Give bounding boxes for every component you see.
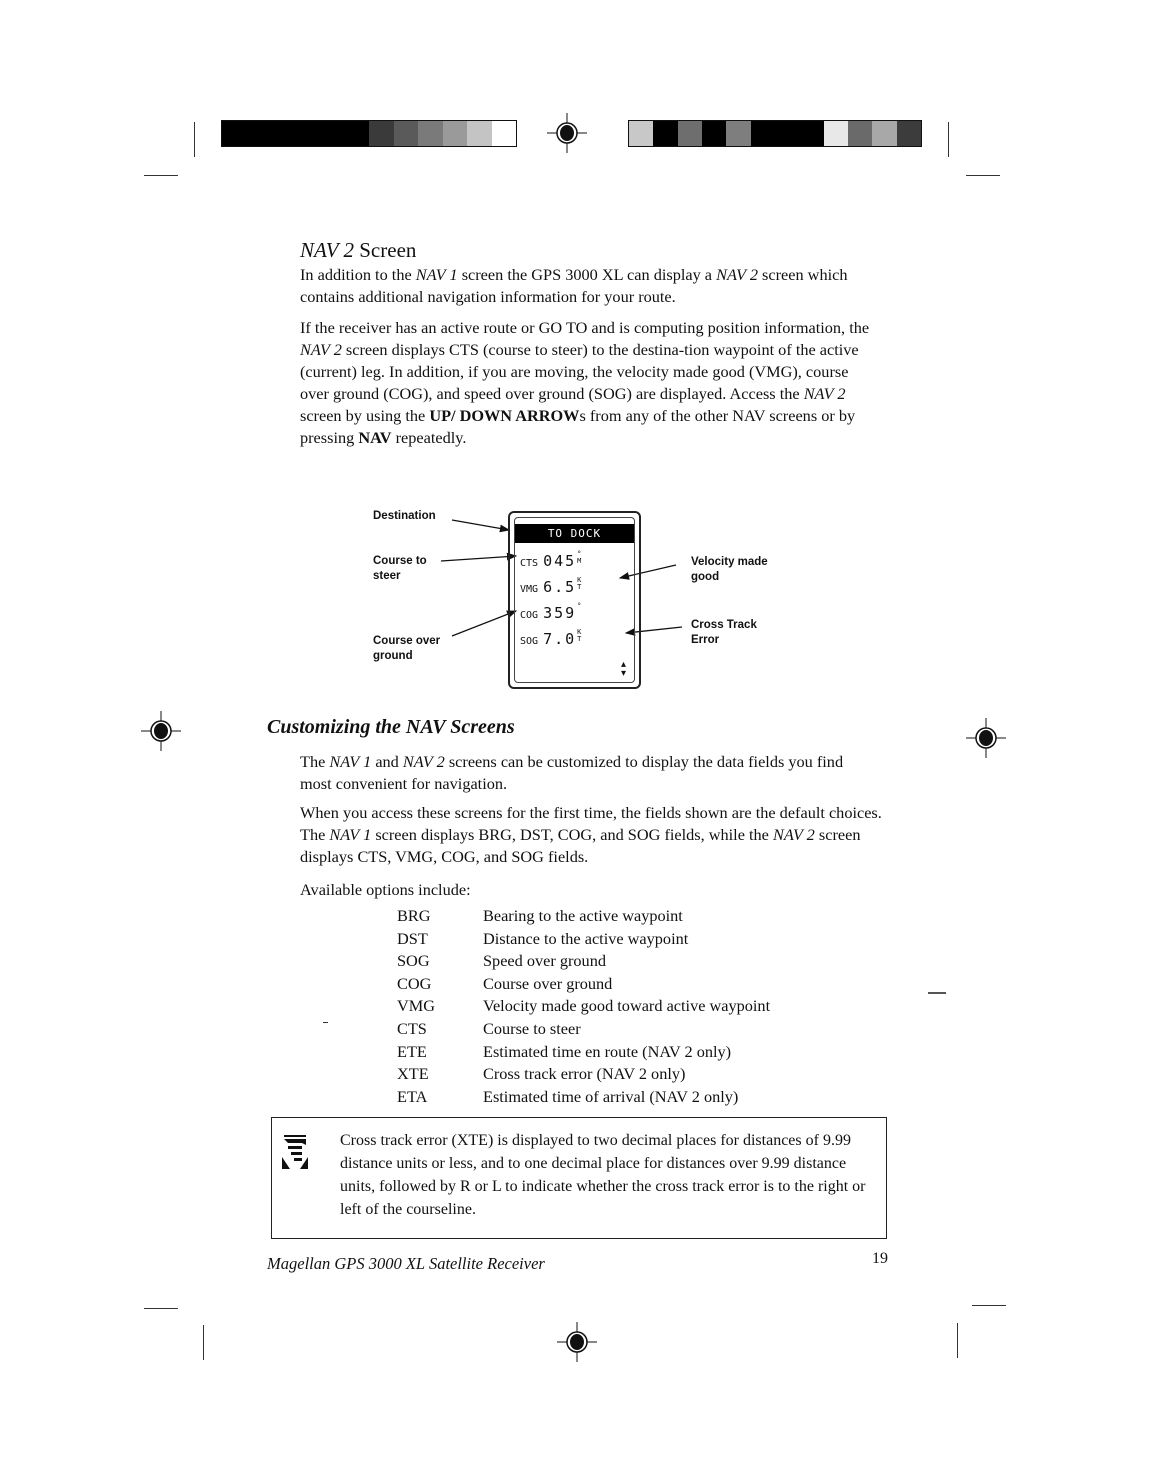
label-course-to-steer: Course to steer <box>373 555 427 582</box>
text-run: NAV 1 <box>329 752 372 771</box>
text-run: NAV 2 <box>300 340 342 359</box>
option-code: COG <box>397 973 432 993</box>
registration-mark-icon <box>966 718 1006 758</box>
screen-field-vmg: VMG 6.5K T <box>520 576 582 596</box>
text-run: NAV 2 <box>803 384 846 403</box>
note-text: Cross track error (XTE) is displayed to two decimal places for distances of 9.99 distance units or less, and to one decimal place for distances over 9.99 distance units, followed by R or L to indicate whether the cross track error is to the right or left of the courseline. <box>340 1132 866 1218</box>
screen-field-cts: CTS 045° M <box>520 550 582 570</box>
option-code: DST <box>397 928 428 948</box>
text-run: NAV 1 <box>329 825 372 844</box>
option-code: BRG <box>397 906 431 925</box>
label-destination: Destination <box>373 510 436 522</box>
screen-inner-frame <box>514 517 635 683</box>
text-run: screen displays BRG, DST, COG, and SOG fields, while the <box>371 825 773 844</box>
text-run: NAV 1 <box>415 265 458 284</box>
text-run: screen the GPS 3000 XL can display a <box>457 265 717 284</box>
text-run: The <box>300 752 330 771</box>
option-code: XTE <box>397 1064 429 1084</box>
option-code: ETE <box>397 1041 427 1061</box>
text-run: screen by using the <box>300 406 430 425</box>
text-run: In addition to the <box>300 265 416 284</box>
text-run: screen which contains additional navigation information for your route. <box>300 265 848 306</box>
option-description: Speed over ground <box>483 951 606 971</box>
scan-speck <box>323 1022 328 1023</box>
crop-mark <box>972 1305 1006 1306</box>
note-icon <box>282 1135 308 1169</box>
screen-field-cog: COG 359° <box>520 602 582 622</box>
destination-title: TO DOCK <box>515 524 634 543</box>
text-run: repeatedly. <box>391 428 467 447</box>
label-course-over-ground: Course over ground <box>373 635 441 662</box>
text-run: NAV 2 <box>772 825 815 844</box>
text-run: If the receiver has an active route or GO TO and is computing position information, the <box>300 318 870 337</box>
option-code: SOG <box>397 951 430 971</box>
screen-field-sog: SOG 7.0K T <box>520 628 582 648</box>
page-number: 19 <box>872 1250 888 1267</box>
scan-speck <box>928 992 946 994</box>
text-run: NAV <box>358 428 392 447</box>
crop-mark <box>957 1323 958 1358</box>
section-heading-customizing: Customizing the NAV Screens <box>267 716 515 738</box>
crop-mark <box>144 1308 178 1309</box>
text-run: screen displays CTS (course to steer) to the destina-tion waypoint of the active (current) leg. In addition, if you are moving, the velocity made good (VMG), course over ground (COG), and speed over ground (SOG) are displayed. Access the <box>300 340 859 403</box>
text-run: and <box>371 752 403 771</box>
text-run: UP/ DOWN ARROW <box>429 406 580 425</box>
note-box <box>271 1117 887 1239</box>
text-run: NAV 2 <box>716 265 758 284</box>
option-description: Estimated time of arrival (NAV 2 only) <box>483 1086 739 1106</box>
option-code: CTS <box>397 1019 427 1038</box>
option-description: Distance to the active waypoint <box>483 928 689 948</box>
paragraph <box>300 751 875 795</box>
option-code: ETA <box>397 1086 428 1106</box>
option-description: Bearing to the active waypoint <box>483 906 683 925</box>
heading-italic-part: NAV 2 <box>300 238 354 262</box>
option-description: Velocity made good toward active waypoint <box>483 996 771 1016</box>
up-down-arrows-icon: ▴ ▾ <box>620 659 626 679</box>
option-description: Course over ground <box>483 973 613 993</box>
gps-nav2-screen <box>508 511 641 689</box>
registration-mark-icon <box>557 1322 597 1362</box>
text-run: screen displays CTS, VMG, COG, and SOG fields. <box>300 825 861 866</box>
option-description: Cross track error (NAV 2 only) <box>483 1064 686 1084</box>
option-description: Estimated time en route (NAV 2 only) <box>483 1041 732 1061</box>
option-code: VMG <box>397 996 435 1016</box>
text-run: screens can be customized to display the data fields you find most convenient for navigation. <box>300 752 844 793</box>
label-velocity-made-good: Velocity made good <box>691 556 768 583</box>
heading-rest-part: Screen <box>354 238 417 262</box>
option-description: Course to steer <box>483 1019 581 1038</box>
label-cross-track-error: Cross Track Error <box>691 619 757 646</box>
crop-mark <box>203 1325 204 1360</box>
footer-title: Magellan GPS 3000 XL Satellite Receiver <box>267 1254 545 1273</box>
text-run: s from any of the other NAV screens or by pressing <box>300 406 856 447</box>
paragraph <box>300 802 890 868</box>
options-intro: Available options include: <box>300 880 471 899</box>
text-run: When you access these screens for the first time, the fields shown are the default choices. The <box>300 803 882 844</box>
text-run: NAV 2 <box>402 752 445 771</box>
